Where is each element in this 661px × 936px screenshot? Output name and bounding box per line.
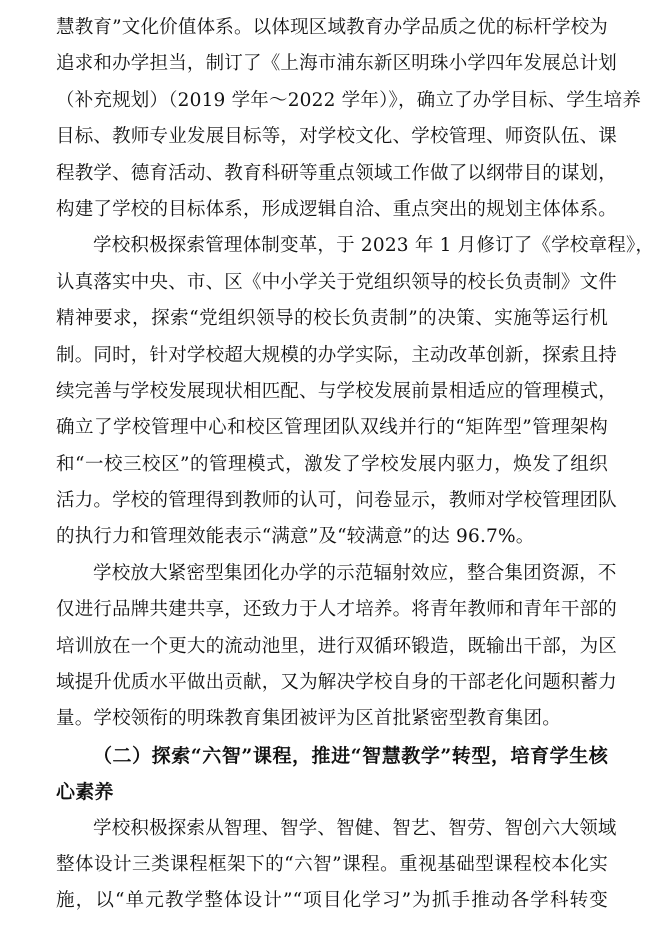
text-line: 认真落实中央、市、区《中小学关于党组织领导的校长负责制》文件 <box>56 271 618 293</box>
text-line: 仅进行品牌共建共享，还致力于人才培养。将青年教师和青年干部的 <box>56 599 618 621</box>
paragraph <box>56 556 618 738</box>
text-line: 整体设计三类课程框架下的“六智”课程。重视基础型课程校本化实 <box>56 853 608 875</box>
text-line: 目标、教师专业发展目标等，对学校文化、学校管理、师资队伍、课 <box>56 126 618 148</box>
text-line: 续完善与学校发展现状相匹配、与学校发展前景相适应的管理模式， <box>56 380 618 402</box>
text-line: 精神要求，探索“党组织领导的校长负责制”的决策、实施等运行机 <box>56 308 608 330</box>
text-line: 心素养 <box>56 781 114 804</box>
text-line: 量。学校领衔的明珠教育集团被评为区首批紧密型教育集团。 <box>56 708 561 730</box>
text-line: 和“一校三校区”的管理模式，激发了学校发展内驱力，焕发了组织 <box>56 453 608 475</box>
text-line: 制。同时，针对学校超大规模的办学实际，主动改革创新，探索且持 <box>56 344 618 366</box>
text-line: （二）探索“六智”课程，推进“智慧教学”转型，培育学生核 <box>93 744 608 767</box>
text-line: 施，以“单元教学整体设计”“项目化学习”为抓手推动各学科转变 <box>56 890 608 912</box>
text-line: 慧教育”文化价值体系。以体现区域教育办学品质之优的标杆学校为 <box>56 17 608 38</box>
section-heading <box>56 738 608 811</box>
document-page <box>56 10 655 920</box>
text-line: 活力。学校的管理得到教师的认可，问卷显示，教师对学校管理团队 <box>56 490 618 512</box>
text-line: 构建了学校的目标体系，形成逻辑自洽、重点突出的规划主体体系。 <box>56 198 618 220</box>
text-line: 学校积极探索管理体制变革，于 2023 年 1 月修订了《学校章程》， <box>93 235 655 257</box>
text-line: 程教学、德育活动、教育科研等重点领域工作做了以纲带目的谋划， <box>56 162 618 184</box>
paragraph <box>56 10 642 228</box>
paragraph <box>56 811 617 920</box>
text-line: 培训放在一个更大的流动池里，进行双循环锻造，既输出干部，为区 <box>56 635 618 657</box>
text-line: 追求和办学担当，制订了《上海市浦东新区明珠小学四年发展总计划 <box>56 53 618 75</box>
text-line: 域提升优质水平做出贡献，又为解决学校自身的干部老化问题积蓄力 <box>56 672 618 694</box>
text-line: 确立了学校管理中心和校区管理团队双线并行的“矩阵型”管理架构 <box>56 417 608 439</box>
text-line: 学校积极探索从智理、智学、智健、智艺、智劳、智创六大领域 <box>93 817 617 839</box>
text-line: （补充规划）（2019 学年～2022 学年）》，确立了办学目标、学生培养 <box>56 89 642 111</box>
text-line: 学校放大紧密型集团化办学的示范辐射效应，整合集团资源，不 <box>93 562 617 584</box>
text-line: 的执行力和管理效能表示“满意”及“较满意”的达 96.7%。 <box>56 526 535 548</box>
paragraph <box>56 228 655 556</box>
